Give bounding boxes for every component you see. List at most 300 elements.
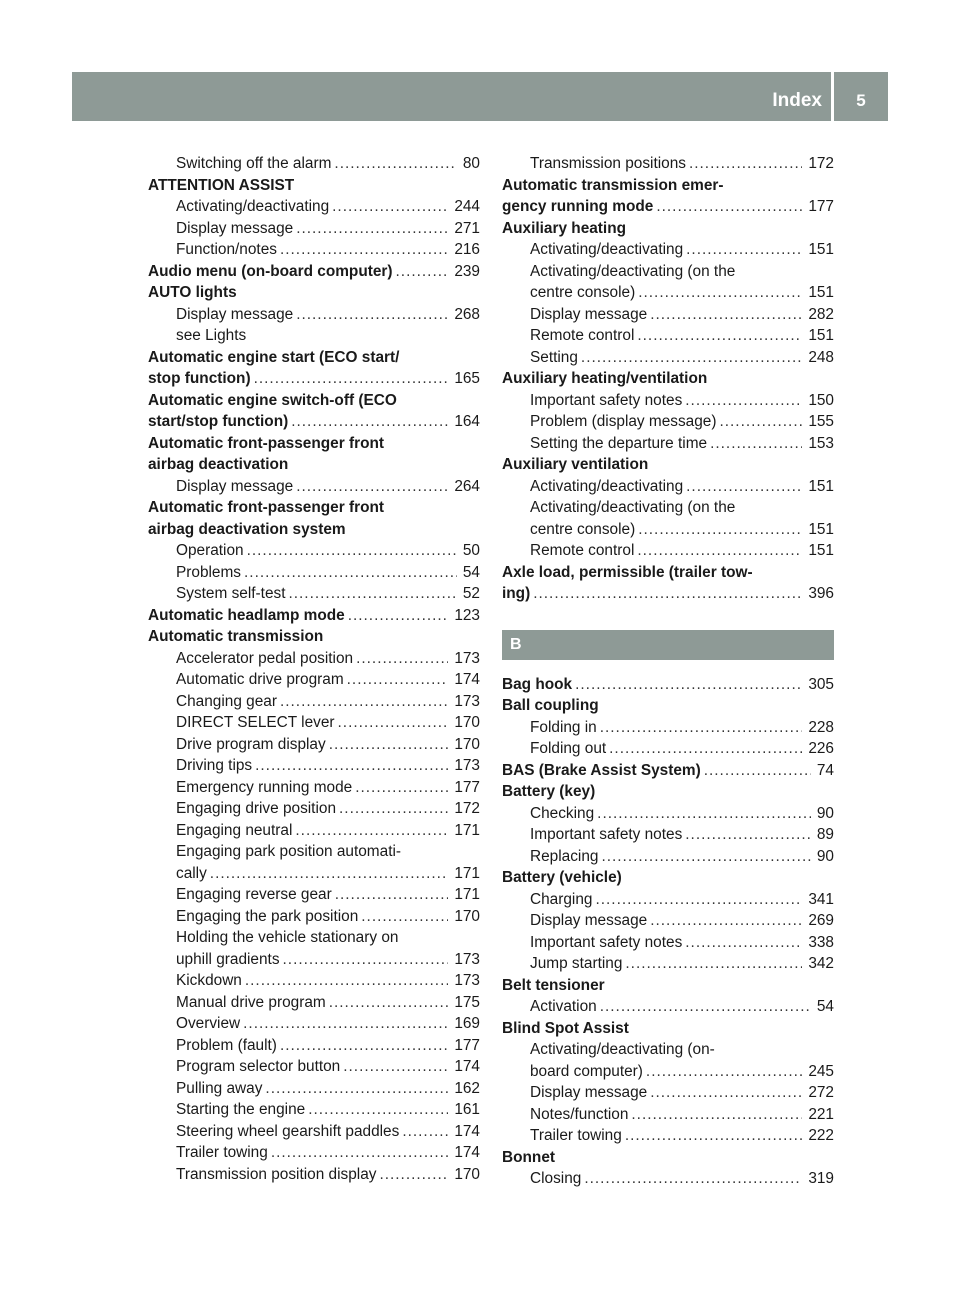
leader-dots bbox=[296, 218, 448, 240]
entry-line bbox=[176, 777, 480, 799]
entry-text: Important safety notes bbox=[530, 826, 683, 843]
entry-line bbox=[148, 175, 480, 197]
entry-line bbox=[176, 1164, 480, 1186]
entry-text: Activating/deactivating (on the bbox=[530, 262, 736, 280]
index-subentry[interactable] bbox=[148, 583, 480, 605]
index-subentry[interactable] bbox=[502, 846, 834, 868]
entry-line bbox=[530, 153, 834, 175]
entry-text: BAS (Brake Assist System) bbox=[502, 761, 701, 779]
entry-text: Engaging drive position bbox=[176, 800, 337, 817]
index-subentry[interactable] bbox=[502, 717, 834, 739]
index-subentry[interactable] bbox=[148, 970, 480, 992]
page-reference[interactable]: 164 bbox=[454, 413, 480, 430]
index-subentry[interactable] bbox=[502, 1168, 834, 1190]
index-subentry[interactable] bbox=[148, 927, 480, 970]
index-subentry[interactable] bbox=[502, 390, 834, 412]
entry-line bbox=[530, 803, 834, 825]
page-reference[interactable]: 54 bbox=[462, 563, 480, 581]
leader-dots bbox=[296, 476, 448, 498]
page-reference[interactable]: 52 bbox=[462, 585, 480, 602]
entry-text: Charging bbox=[530, 890, 593, 908]
entry-text: Problems bbox=[176, 563, 242, 581]
leader-dots bbox=[280, 239, 448, 261]
entry-text: Blind Spot Assist bbox=[502, 1019, 629, 1037]
entry-text: Activating/deactivating bbox=[176, 198, 330, 215]
entry-line bbox=[530, 738, 834, 760]
page-reference[interactable]: 151 bbox=[808, 241, 834, 258]
entry-line bbox=[176, 669, 480, 691]
leader-dots bbox=[646, 1061, 802, 1083]
leader-dots bbox=[254, 368, 449, 390]
page-reference[interactable]: 74 bbox=[816, 761, 834, 779]
page-reference[interactable]: 150 bbox=[808, 391, 834, 409]
page-reference[interactable]: 174 bbox=[454, 1122, 480, 1140]
entry-text: Engaging the park position bbox=[176, 907, 359, 925]
page-reference[interactable]: 162 bbox=[454, 1079, 480, 1097]
entry-text: Automatic engine start (ECO start/ bbox=[148, 348, 400, 366]
index-heading-entry[interactable] bbox=[502, 674, 834, 696]
page-reference[interactable]: 282 bbox=[808, 305, 834, 323]
entry-line bbox=[176, 949, 480, 971]
page-reference[interactable]: 226 bbox=[808, 740, 834, 757]
page-reference[interactable]: 153 bbox=[808, 434, 834, 452]
page-reference[interactable]: 271 bbox=[454, 219, 480, 237]
page-reference[interactable]: 155 bbox=[808, 413, 834, 430]
leader-dots bbox=[650, 1082, 802, 1104]
index-subentry[interactable] bbox=[148, 1078, 480, 1100]
entry-text: Automatic transmission bbox=[148, 628, 324, 645]
entry-text: Setting the departure time bbox=[530, 434, 708, 452]
index-subentry[interactable] bbox=[502, 1082, 834, 1104]
index-subentry[interactable] bbox=[148, 153, 480, 175]
index-heading-entry[interactable] bbox=[148, 390, 480, 433]
entry-text: Problem (display message) bbox=[530, 413, 717, 430]
index-subentry[interactable] bbox=[502, 347, 834, 369]
entry-line bbox=[148, 282, 480, 304]
section-spacer bbox=[502, 660, 834, 674]
entry-text: Driving tips bbox=[176, 757, 253, 774]
index-subentry[interactable] bbox=[148, 196, 480, 218]
entry-text: Activation bbox=[530, 998, 597, 1015]
entry-line bbox=[530, 996, 834, 1018]
page-reference[interactable]: 228 bbox=[808, 718, 834, 736]
index-heading-entry bbox=[502, 695, 834, 717]
entry-text: Important safety notes bbox=[530, 933, 683, 951]
entry-line bbox=[530, 717, 834, 739]
page-reference[interactable]: 170 bbox=[454, 907, 480, 925]
index-subentry[interactable] bbox=[148, 820, 480, 842]
page-reference[interactable]: 248 bbox=[808, 348, 834, 366]
page-reference[interactable]: 342 bbox=[808, 955, 834, 972]
page-reference[interactable]: 90 bbox=[816, 804, 834, 822]
entry-text: Display message bbox=[176, 219, 294, 237]
entry-text: Activating/deactivating (on- bbox=[530, 1041, 715, 1058]
leader-dots bbox=[348, 605, 449, 627]
index-subentry[interactable] bbox=[148, 691, 480, 713]
entry-line bbox=[530, 239, 834, 261]
page-reference[interactable]: 222 bbox=[808, 1127, 834, 1144]
index-subentry[interactable] bbox=[148, 1164, 480, 1186]
index-subentry[interactable] bbox=[148, 992, 480, 1014]
entry-line bbox=[502, 562, 834, 584]
entry-text: Checking bbox=[530, 804, 595, 822]
entry-line bbox=[176, 648, 480, 670]
index-subentry[interactable] bbox=[502, 325, 834, 347]
page-reference[interactable]: 171 bbox=[454, 821, 480, 839]
leader-dots bbox=[625, 1125, 803, 1147]
page-reference[interactable]: 177 bbox=[454, 1036, 480, 1054]
entry-text: Kickdown bbox=[176, 972, 242, 989]
index-subentry[interactable] bbox=[502, 996, 834, 1018]
leader-dots bbox=[631, 1104, 802, 1126]
index-subentry[interactable] bbox=[148, 239, 480, 261]
index-subentry[interactable] bbox=[148, 1099, 480, 1121]
index-subentry[interactable] bbox=[502, 1039, 834, 1082]
entry-line bbox=[176, 734, 480, 756]
entry-line bbox=[176, 1056, 480, 1078]
page-reference[interactable]: 123 bbox=[454, 606, 480, 624]
entry-text: Closing bbox=[530, 1170, 582, 1187]
index-subentry[interactable] bbox=[502, 153, 834, 175]
index-subentry[interactable] bbox=[148, 1142, 480, 1164]
index-subentry[interactable] bbox=[148, 1013, 480, 1035]
entry-line bbox=[502, 975, 834, 997]
entry-text: Function/notes bbox=[176, 241, 277, 258]
entry-line bbox=[176, 755, 480, 777]
index-subentry[interactable] bbox=[502, 261, 834, 304]
entry-line bbox=[530, 1061, 834, 1083]
entry-line bbox=[176, 196, 480, 218]
index-subentry[interactable] bbox=[502, 738, 834, 760]
index-subentry[interactable] bbox=[148, 304, 480, 326]
leader-dots bbox=[625, 953, 802, 975]
entry-line bbox=[176, 325, 480, 347]
entry-text: Auxiliary ventilation bbox=[502, 456, 649, 473]
page-reference[interactable]: 90 bbox=[816, 847, 834, 865]
page-reference[interactable]: 165 bbox=[454, 370, 480, 387]
page-reference[interactable]: 268 bbox=[454, 305, 480, 323]
leader-dots bbox=[343, 1056, 448, 1078]
index-subentry[interactable] bbox=[148, 1056, 480, 1078]
page-header-bar bbox=[72, 72, 888, 121]
index-subentry[interactable] bbox=[148, 712, 480, 734]
page-reference[interactable]: 245 bbox=[808, 1062, 834, 1080]
entry-line bbox=[176, 1121, 480, 1143]
index-subentry[interactable] bbox=[502, 889, 834, 911]
entry-text: Transmission position display bbox=[176, 1165, 377, 1183]
section-spacer bbox=[502, 605, 834, 630]
entry-text: Problem (fault) bbox=[176, 1036, 277, 1054]
page-reference[interactable]: 173 bbox=[454, 649, 480, 667]
leader-dots bbox=[339, 798, 448, 820]
entry-line bbox=[530, 1082, 834, 1104]
entry-line bbox=[176, 1078, 480, 1100]
index-subentry[interactable] bbox=[148, 648, 480, 670]
leader-dots bbox=[685, 932, 802, 954]
leader-dots bbox=[210, 863, 449, 885]
leader-dots bbox=[283, 949, 449, 971]
entry-line bbox=[502, 1147, 834, 1169]
page-reference[interactable]: 269 bbox=[808, 912, 834, 929]
index-subentry[interactable] bbox=[502, 910, 834, 932]
entry-line bbox=[502, 218, 834, 240]
page-reference[interactable]: 89 bbox=[816, 826, 834, 843]
page-reference[interactable]: 171 bbox=[454, 886, 480, 903]
index-subentry[interactable] bbox=[502, 304, 834, 326]
index-column-left bbox=[148, 153, 480, 1185]
page-reference[interactable]: 151 bbox=[808, 542, 834, 559]
page-reference[interactable]: 216 bbox=[454, 241, 480, 258]
page-reference[interactable]: 174 bbox=[454, 671, 480, 688]
leader-dots bbox=[355, 777, 448, 799]
leader-dots bbox=[379, 1164, 448, 1186]
entry-text: Pulling away bbox=[176, 1079, 263, 1097]
index-subentry[interactable] bbox=[502, 1125, 834, 1147]
page-reference[interactable]: 172 bbox=[454, 800, 480, 817]
page-reference[interactable]: 170 bbox=[454, 1165, 480, 1183]
leader-dots bbox=[271, 1142, 449, 1164]
page-reference[interactable]: 54 bbox=[816, 998, 834, 1015]
entry-text: Display message bbox=[176, 305, 294, 323]
index-heading-entry bbox=[502, 1147, 834, 1169]
entry-text: Activating/deactivating bbox=[530, 241, 684, 258]
entry-text: Drive program display bbox=[176, 735, 326, 753]
index-subentry[interactable] bbox=[148, 755, 480, 777]
index-heading-entry bbox=[502, 975, 834, 997]
entry-line bbox=[530, 497, 834, 519]
leader-dots bbox=[332, 196, 448, 218]
page-reference[interactable]: 151 bbox=[808, 477, 834, 495]
leader-dots bbox=[609, 738, 802, 760]
index-heading-entry[interactable] bbox=[502, 760, 834, 782]
index-subentry[interactable] bbox=[502, 540, 834, 562]
entry-text: Accelerator pedal position bbox=[176, 649, 354, 667]
leader-dots bbox=[685, 824, 811, 846]
entry-text: Remote control bbox=[530, 327, 635, 344]
leader-dots bbox=[584, 1168, 802, 1190]
index-subentry[interactable] bbox=[502, 476, 834, 498]
leader-dots bbox=[689, 153, 802, 175]
entry-text: see Lights bbox=[176, 327, 247, 344]
index-heading-entry bbox=[502, 368, 834, 390]
entry-line bbox=[502, 1018, 834, 1040]
index-heading-entry[interactable] bbox=[148, 347, 480, 390]
entry-text: Important safety notes bbox=[530, 391, 683, 409]
entry-text: board computer) bbox=[530, 1062, 643, 1080]
page-reference[interactable]: 177 bbox=[454, 778, 480, 796]
index-subentry[interactable] bbox=[502, 497, 834, 540]
index-heading-entry[interactable] bbox=[502, 562, 834, 605]
page-reference[interactable]: 174 bbox=[454, 1144, 480, 1161]
entry-text: Ball coupling bbox=[502, 697, 599, 714]
page-reference[interactable]: 151 bbox=[808, 327, 834, 344]
entry-text: Overview bbox=[176, 1015, 241, 1032]
index-heading-entry bbox=[148, 282, 480, 304]
leader-dots bbox=[396, 261, 449, 283]
entry-line bbox=[502, 454, 834, 476]
index-subentry[interactable] bbox=[148, 841, 480, 884]
index-subentry[interactable] bbox=[148, 884, 480, 906]
index-subentry[interactable] bbox=[502, 411, 834, 433]
page-reference[interactable]: 174 bbox=[454, 1058, 480, 1075]
entry-line bbox=[530, 390, 834, 412]
entry-text: Transmission positions bbox=[530, 155, 686, 172]
index-subentry[interactable] bbox=[148, 218, 480, 240]
index-subentry[interactable] bbox=[502, 1104, 834, 1126]
index-subentry[interactable] bbox=[148, 798, 480, 820]
leader-dots bbox=[296, 304, 448, 326]
leader-dots bbox=[329, 992, 449, 1014]
index-heading-entry bbox=[502, 1018, 834, 1040]
index-subentry[interactable] bbox=[148, 906, 480, 928]
leader-dots bbox=[280, 1035, 448, 1057]
entry-text: DIRECT SELECT lever bbox=[176, 714, 335, 731]
page-reference[interactable]: 50 bbox=[462, 542, 480, 559]
page-reference[interactable]: 305 bbox=[808, 675, 834, 693]
index-subentry[interactable] bbox=[502, 953, 834, 975]
index-heading-entry bbox=[148, 626, 480, 648]
index-subentry[interactable] bbox=[148, 1121, 480, 1143]
entry-line bbox=[502, 781, 834, 803]
page-reference[interactable]: 151 bbox=[808, 520, 834, 538]
page-reference[interactable]: 173 bbox=[454, 757, 480, 774]
index-heading-entry bbox=[502, 454, 834, 476]
page-reference[interactable]: 173 bbox=[454, 692, 480, 710]
index-heading-entry bbox=[502, 218, 834, 240]
index-subentry[interactable] bbox=[148, 777, 480, 799]
entry-text: ATTENTION ASSIST bbox=[148, 176, 295, 194]
entry-text: stop function) bbox=[148, 370, 251, 387]
leader-dots bbox=[347, 669, 449, 691]
leader-dots bbox=[288, 583, 456, 605]
entry-text: start/stop function) bbox=[148, 413, 289, 430]
entry-text: Engaging park position automati- bbox=[176, 843, 402, 860]
page-reference[interactable]: 239 bbox=[454, 262, 480, 280]
page-reference[interactable]: 170 bbox=[454, 735, 480, 753]
page-reference[interactable]: 170 bbox=[454, 714, 480, 731]
page-reference[interactable]: 341 bbox=[808, 890, 834, 908]
leader-dots bbox=[637, 325, 802, 347]
page-reference[interactable]: 171 bbox=[454, 864, 480, 882]
index-heading-entry[interactable] bbox=[148, 605, 480, 627]
leader-dots bbox=[291, 411, 448, 433]
leader-dots bbox=[600, 996, 811, 1018]
page-reference[interactable]: 172 bbox=[808, 155, 834, 172]
leader-dots bbox=[280, 691, 448, 713]
entry-line bbox=[176, 906, 480, 928]
entry-line bbox=[176, 1099, 480, 1121]
page-reference[interactable]: 161 bbox=[454, 1101, 480, 1118]
entry-line bbox=[176, 540, 480, 562]
page-reference[interactable]: 272 bbox=[808, 1084, 834, 1101]
page-reference[interactable]: 169 bbox=[454, 1015, 480, 1032]
entry-text: Bonnet bbox=[502, 1148, 556, 1166]
leader-dots bbox=[638, 519, 802, 541]
entry-text: Switching off the alarm bbox=[176, 155, 332, 172]
index-subentry[interactable] bbox=[502, 932, 834, 954]
index-heading-entry[interactable] bbox=[502, 175, 834, 218]
entry-text: Activating/deactivating bbox=[530, 477, 684, 495]
entry-line bbox=[530, 282, 834, 304]
entry-text: centre console) bbox=[530, 284, 636, 301]
entry-line bbox=[176, 1013, 480, 1035]
index-subentry[interactable] bbox=[148, 734, 480, 756]
entry-text: Changing gear bbox=[176, 692, 277, 710]
leader-dots bbox=[334, 153, 456, 175]
entry-line bbox=[176, 691, 480, 713]
page-reference[interactable]: 338 bbox=[808, 933, 834, 951]
page-reference[interactable]: 173 bbox=[454, 950, 480, 968]
entry-line bbox=[530, 910, 834, 932]
index-subentry[interactable] bbox=[148, 1035, 480, 1057]
index-subentry[interactable] bbox=[502, 824, 834, 846]
leader-dots bbox=[244, 562, 457, 584]
leader-dots bbox=[329, 734, 449, 756]
index-subentry[interactable] bbox=[502, 803, 834, 825]
entry-text: Starting the engine bbox=[176, 1101, 306, 1118]
entry-line bbox=[530, 433, 834, 455]
page-reference[interactable]: 221 bbox=[808, 1105, 834, 1123]
entry-line bbox=[176, 304, 480, 326]
entry-line bbox=[530, 519, 834, 541]
index-subentry[interactable] bbox=[148, 669, 480, 691]
page-reference[interactable]: 396 bbox=[808, 585, 834, 602]
page-reference[interactable]: 244 bbox=[454, 198, 480, 215]
page-reference[interactable]: 151 bbox=[808, 284, 834, 301]
index-subentry[interactable] bbox=[502, 239, 834, 261]
entry-text: Axle load, permissible (trailer tow- bbox=[502, 563, 753, 581]
entry-line bbox=[530, 540, 834, 562]
entry-line bbox=[148, 519, 480, 541]
leader-dots bbox=[637, 540, 802, 562]
leader-dots bbox=[243, 1013, 448, 1035]
index-subentry[interactable] bbox=[502, 433, 834, 455]
entry-text: Auxiliary heating/ventilation bbox=[502, 370, 708, 387]
entry-line bbox=[530, 824, 834, 846]
page-reference[interactable]: 264 bbox=[454, 477, 480, 495]
index-subentry[interactable] bbox=[148, 476, 480, 498]
entry-line bbox=[176, 970, 480, 992]
page-reference[interactable]: 173 bbox=[454, 972, 480, 989]
entry-text: airbag deactivation bbox=[148, 456, 289, 473]
page-reference[interactable]: 175 bbox=[454, 993, 480, 1011]
page-reference[interactable]: 319 bbox=[808, 1170, 834, 1187]
entry-text: AUTO lights bbox=[148, 284, 237, 301]
page-reference[interactable]: 80 bbox=[462, 155, 480, 172]
page-reference[interactable]: 177 bbox=[808, 198, 834, 215]
index-heading-entry bbox=[148, 433, 480, 476]
entry-line bbox=[530, 325, 834, 347]
leader-dots bbox=[356, 648, 448, 670]
entry-text: Folding out bbox=[530, 740, 607, 757]
entry-text: Remote control bbox=[530, 542, 635, 559]
entry-text: Activating/deactivating (on the bbox=[530, 499, 736, 516]
entry-line bbox=[176, 841, 480, 863]
entry-line bbox=[148, 497, 480, 519]
index-subentry[interactable] bbox=[148, 562, 480, 584]
leader-dots bbox=[710, 433, 802, 455]
entry-text: Display message bbox=[530, 912, 648, 929]
index-heading-entry[interactable] bbox=[148, 261, 480, 283]
entry-text: Trailer towing bbox=[530, 1127, 622, 1144]
entry-line bbox=[176, 218, 480, 240]
leader-dots bbox=[533, 583, 802, 605]
entry-line bbox=[502, 867, 834, 889]
leader-dots bbox=[308, 1099, 448, 1121]
index-subentry[interactable] bbox=[148, 540, 480, 562]
entry-text: Emergency running mode bbox=[176, 778, 353, 796]
entry-text: Automatic front-passenger front bbox=[148, 499, 384, 516]
